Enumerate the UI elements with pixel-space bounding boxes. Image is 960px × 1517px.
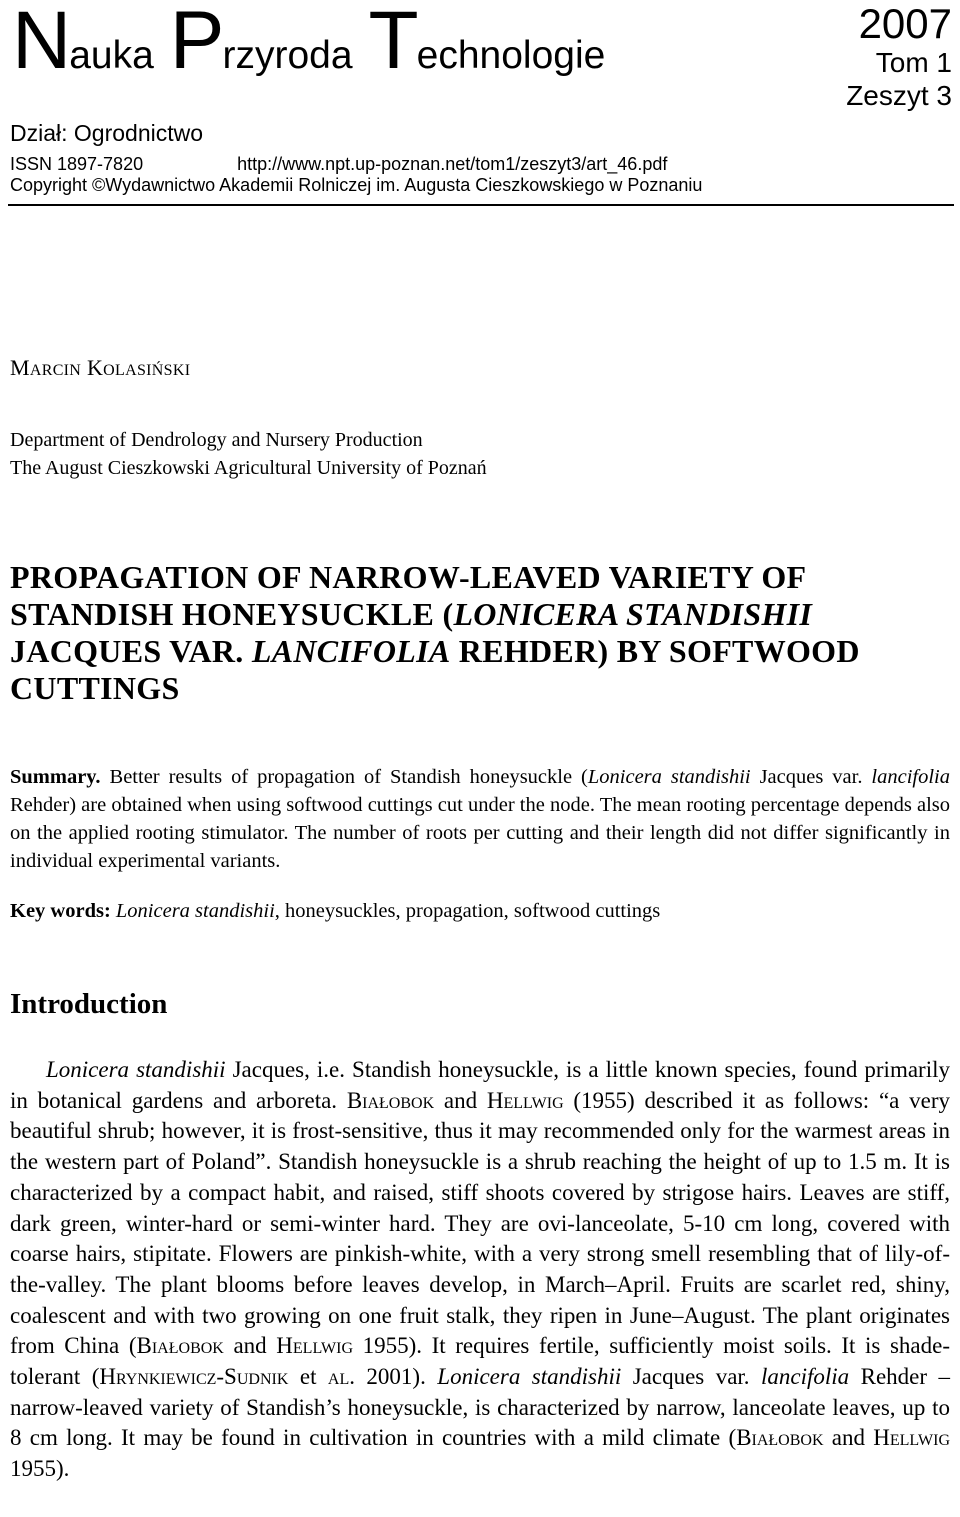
journal-title-word: rzyroda: [222, 34, 353, 77]
intro-text: (1955) described it as follows: “a very beautiful shrub; however, it is frost-sensitive, thus it may recommended only for the warmest areas in the western part of Poland”. Standish honeysuckle is a shrub reaching the height of up to 1.5 m. It is characterized by a compact habit, and raised, stiff shoots covered by strigose hairs. Leaves are stiff, dark green, winter-hard or semi-winter hard. They are ovi-lanceolate, 5-10 cm long, covered with coarse hairs, stipitate. Flowers are pinkish-white, with a very strong smell resembling that of lily-of-the-valley. The plant blooms before leaves develop, in March–April. Fruits are scarlet red, shiny, coalescent and with two growing on one fruit stalk, they ripen in June–August. The plant originates from China (: [10, 1087, 950, 1359]
issn-url-line: [10, 154, 667, 175]
title-text: REHDER) BY SOFTWOOD CUTTINGS: [10, 633, 860, 706]
intro-species: Lonicera standishii: [437, 1364, 622, 1390]
intro-text: 1955).: [10, 1456, 70, 1482]
issue-number: Zeszyt 3: [846, 80, 952, 111]
issn: ISSN 1897-7820: [10, 154, 144, 174]
keywords-label: Key words:: [10, 900, 111, 922]
citation-author: Białobok: [346, 1087, 435, 1113]
journal-section: Dział: Ogrodnictwo: [10, 120, 204, 146]
header-divider: [8, 204, 954, 206]
issue-volume: Tom 1: [875, 47, 952, 78]
title-text: PROPAGATION OF NARROW-LEAVED VARIETY OF STANDISH HONEYSUCKLE (: [10, 559, 806, 632]
intro-text: 2001).: [354, 1364, 438, 1390]
summary-paragraph: [10, 763, 950, 875]
copyright-notice: Copyright ©Wydawnictwo Akademii Rolniczej im. Augusta Cieszkowskiego w Poznaniu: [10, 175, 703, 195]
intro-text: Rehder – narrow-leaved variety of Standish’s honeysuckle, is characterized by narrow, lanceolate leaves, up to 8 cm long. It may be found in cultivation in countries with a mild climate (: [10, 1364, 950, 1451]
issue-info: [846, 2, 952, 112]
citation-author: Hellwig: [276, 1333, 354, 1359]
journal-title-word: echnologie: [416, 34, 606, 77]
citation-author: Hellwig: [873, 1425, 950, 1451]
intro-text: and: [223, 1333, 277, 1359]
journal-title-initial: N: [12, 0, 70, 86]
journal-title-initial: T: [368, 0, 417, 86]
intro-species: Lonicera standishii: [46, 1057, 226, 1082]
intro-text: Jacques, i.e. Standish honeysuckle, is a little known species, found primarily in botanical gardens and arboreta.: [10, 1057, 950, 1113]
intro-text: 1955). It requires fertile, sufficiently moist soils. It is shade-tolerant (: [10, 1333, 951, 1390]
summary-text: Jacques var.: [750, 766, 872, 788]
keywords-line: [10, 897, 950, 925]
issue-year: 2007: [858, 0, 952, 47]
summary-text: Better results of propagation of Standish honeysuckle (: [100, 766, 588, 788]
title-text: JACQUES VAR.: [10, 633, 252, 669]
citation-author: Białobok: [736, 1425, 824, 1451]
citation-author: Białobok: [136, 1333, 224, 1359]
intro-text: Jacques var.: [621, 1364, 761, 1390]
journal-title: [12, 0, 621, 86]
author-last-initial: K: [86, 355, 104, 380]
keywords-species: Lonicera standishii: [110, 900, 275, 922]
author-first-initial: M: [10, 355, 30, 380]
author-name: [10, 355, 190, 381]
summary-text: Rehder) are obtained when using softwood cuttings cut under the node. The mean rooting percentage depends also on the applied rooting stimulator. The number of roots per cutting and their length did not differ significantly in individual experimental variants.: [10, 794, 950, 872]
article-url-link[interactable]: http://www.npt.up-poznan.net/tom1/zeszyt3/art_46.pdf: [237, 154, 668, 174]
citation-author: Hellwig: [486, 1087, 564, 1113]
intro-text: and: [823, 1425, 874, 1451]
author-last-rest: OLASIŃSKI: [103, 362, 191, 379]
section-heading-introduction: Introduction: [10, 988, 168, 1020]
citation-author: Hrynkiewicz-Sudnik: [99, 1364, 289, 1390]
author-first-rest: ARCIN: [29, 362, 82, 379]
intro-text: et: [288, 1364, 328, 1390]
title-species: LONICERA STANDISHII: [453, 596, 813, 632]
journal-title-initial: P: [169, 0, 223, 86]
affiliation-university: The August Cieszkowski Agricultural University of Poznań: [10, 457, 487, 479]
intro-variety: lancifolia: [761, 1364, 850, 1390]
article-title: [10, 559, 910, 707]
summary-variety: lancifolia: [871, 766, 950, 788]
summary-species: Lonicera standishii: [587, 766, 751, 788]
keywords-text: , honeysuckles, propagation, softwood cuttings: [274, 900, 661, 922]
journal-title-word: auka: [69, 34, 154, 77]
citation-author: al.: [327, 1364, 355, 1390]
summary-label: Summary.: [10, 766, 101, 788]
introduction-paragraph: [10, 1055, 950, 1485]
affiliation-department: Department of Dendrology and Nursery Production: [10, 429, 423, 451]
title-variety: LANCIFOLIA: [251, 633, 451, 669]
intro-text: and: [434, 1087, 487, 1113]
